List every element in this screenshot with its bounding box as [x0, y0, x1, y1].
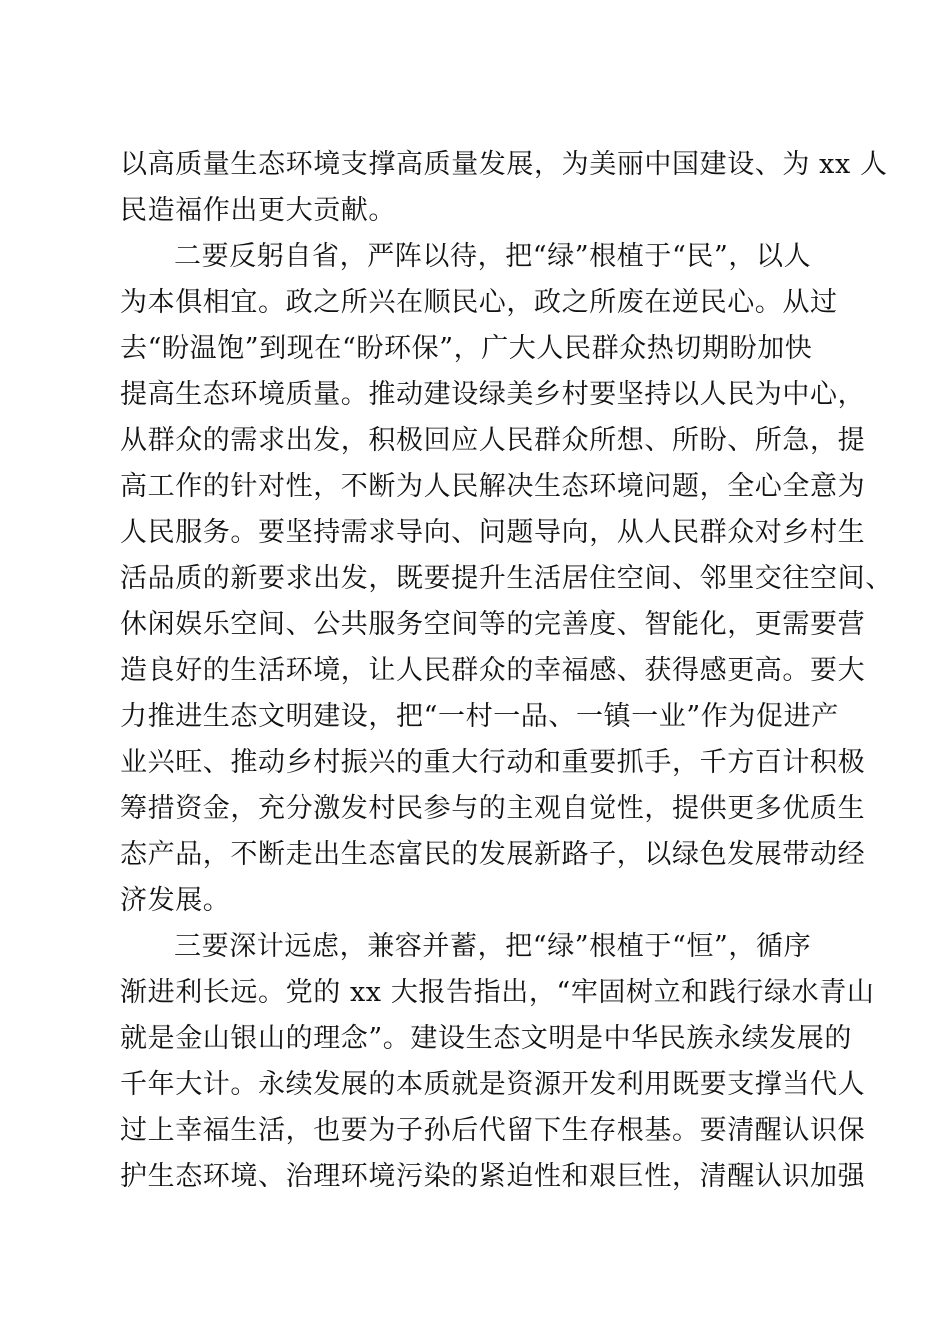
- text-line: 济发展。: [120, 885, 231, 916]
- paragraph: [120, 924, 875, 1200]
- text-line: 态产品，不断走出生态富民的发展新路子，以绿色发展带动经: [120, 839, 866, 870]
- text-line: 千年大计。永续发展的本质就是资源开发利用既要支撑当代人: [120, 1069, 866, 1100]
- text-line: 以高质量生态环境支撑高质量发展，为美丽中国建设、为 xx 人: [120, 149, 888, 180]
- text-line: 三要深计远虑，兼容并蓄，把“绿”根植于“恒”，循序: [174, 931, 812, 962]
- text-line: 筹措资金，充分激发村民参与的主观自觉性，提供更多优质生: [120, 793, 866, 824]
- text-line: 从群众的需求出发，积极回应人民群众所想、所盼、所急，提: [120, 425, 866, 456]
- text-line: 渐进利长远。党的 xx 大报告指出，“牢固树立和践行绿水青山: [120, 977, 875, 1008]
- text-line: 民造福作出更大贡献。: [120, 195, 396, 226]
- text-line: 造良好的生活环境，让人民群众的幸福感、获得感更高。要大: [120, 655, 866, 686]
- text-line: 护生态环境、治理环境污染的紧迫性和艰巨性，清醒认识加强: [120, 1161, 866, 1192]
- text-line: 人民服务。要坚持需求导向、问题导向，从人民群众对乡村生: [120, 517, 866, 548]
- text-line: 高工作的针对性，不断为人民解决生态环境问题，全心全意为: [120, 471, 866, 502]
- text-line: 为本俱相宜。政之所兴在顺民心，政之所废在逆民心。从过: [120, 287, 838, 318]
- text-line: 休闲娱乐空间、公共服务空间等的完善度、智能化，更需要营: [120, 609, 866, 640]
- paragraph: [120, 234, 893, 924]
- text-line: 去“盼温饱”到现在“盼环保”，广大人民群众热切期盼加快: [120, 333, 813, 364]
- text-line: 过上幸福生活，也要为子孙后代留下生存根基。要清醒认识保: [120, 1115, 866, 1146]
- text-line: 业兴旺、推动乡村振兴的重大行动和重要抓手，千方百计积极: [120, 747, 866, 778]
- text-line: 提高生态环境质量。推动建设绿美乡村要坚持以人民为中心，: [120, 379, 866, 410]
- document-body: [120, 142, 893, 1200]
- text-line: 活品质的新要求出发，既要提升生活居住空间、邻里交往空间、: [120, 563, 893, 594]
- text-line: 二要反躬自省，严阵以待，把“绿”根植于“民”，以人: [174, 241, 812, 272]
- paragraph: [120, 142, 888, 234]
- text-line: 就是金山银山的理念”。建设生态文明是中华民族永续发展的: [120, 1023, 853, 1054]
- text-line: 力推进生态文明建设，把“一村一品、一镇一业”作为促进产: [120, 701, 839, 732]
